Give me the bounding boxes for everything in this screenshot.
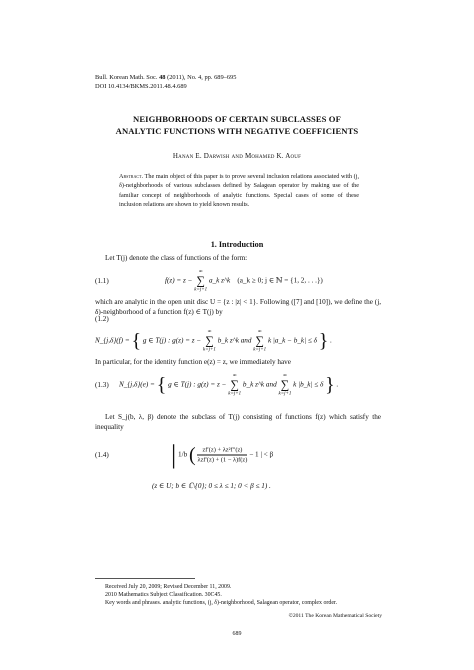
summation xyxy=(194,269,207,294)
footnote-keywords: Key words and phrases. analytic functions, (j, δ)-neighborhood, Salagean operator, complex order. xyxy=(105,600,338,606)
section-heading: 1. Introduction xyxy=(210,240,264,249)
journal-name: Bull. Korean Math. Soc. xyxy=(95,74,158,81)
eq-lhs: f(z) = z − xyxy=(165,276,193,285)
equation-body: N_{j,δ}(e) = { g ∈ T(j) : g(z) = z − ∞ ∑ k=j+1 b_k z^k and ∞ ∑ k=j+1 k |b_k| ≤ δ } . xyxy=(119,373,339,397)
paragraph: In particular, for the identity function e(z) = z, we immediately have xyxy=(95,358,291,366)
sigma-symbol: ∑ xyxy=(280,377,290,392)
equation-1-3 xyxy=(95,368,381,402)
equation-body xyxy=(165,269,323,294)
sum-upper: ∞ xyxy=(207,329,212,335)
sigma-symbol: ∑ xyxy=(205,333,214,348)
sum-lower: k=j+1 xyxy=(203,347,216,353)
sigma-symbol: ∑ xyxy=(255,333,264,348)
sum-lower: k=j+1 xyxy=(194,287,208,293)
numerator: zf′(z) + λz²f″(z) xyxy=(197,446,247,456)
summation xyxy=(278,373,291,398)
left-brace: { xyxy=(156,374,167,396)
page-number: 689 xyxy=(232,631,242,637)
eq-set: g ∈ T(j) : g(z) = z − xyxy=(168,380,227,389)
eq-tail: − 1 | < β xyxy=(249,450,274,459)
fraction xyxy=(197,446,247,465)
sum-lower: k=j+1 xyxy=(228,391,242,397)
abs-bar-left: | xyxy=(171,440,177,469)
sum-lower: k=j+1 xyxy=(278,391,292,397)
eq-mid: b_k z^k and xyxy=(217,336,252,345)
right-brace: } xyxy=(325,374,335,396)
footnote-received: Received July 20, 2009; Revised December 11, 2009. xyxy=(105,584,232,590)
summation xyxy=(228,373,241,398)
authors: Hanan E. Darwish and Mohamed K. Aouf xyxy=(172,152,302,160)
title-line: NEIGHBORHOODS OF CERTAIN SUBCLASSES OF xyxy=(133,114,341,124)
abstract-text: The main object of this paper is to prove several inclusion relations associated with (j, δ)-neighborhoods of various subclasses defined by Salagean operator by making use of the familiar concept of neighborhoods of analytic functions. Special cases of some of these inclusion relations are shown to yield known results. xyxy=(119,173,359,209)
left-paren: ( xyxy=(189,444,196,466)
sigma-symbol: ∑ xyxy=(196,273,205,288)
copyright: ©2011 The Korean Mathematical Society xyxy=(288,613,382,619)
paragraph: Let T(j) denote the class of functions of the form: xyxy=(105,254,248,262)
equation-1-2 xyxy=(95,315,381,353)
equation-condition: (z ∈ U; b ∈ ℂ\{0}; 0 ≤ λ ≤ 1; 0 < β ≤ 1) . xyxy=(152,482,271,490)
left-brace: { xyxy=(131,330,142,352)
eq-set: g ∈ T(j) : g(z) = z − xyxy=(142,336,202,345)
eq-tail: k |b_k| ≤ δ xyxy=(293,380,324,389)
equation-1-1 xyxy=(95,266,381,296)
equation-number: (1.4) xyxy=(95,451,109,459)
journal-volume: 48 xyxy=(159,74,166,81)
eq-condition: (a_k ≥ 0; j ∈ ℕ = {1, 2, . . .}) xyxy=(237,276,323,285)
equation-body: N_{j,δ}(f) = { g ∈ T(j) : g(z) = z − ∞ ∑ k=j+1 b_k z^k and ∞ ∑ k=j+1 k |a_k − b_k| ≤ δ } . xyxy=(95,329,332,353)
eq-tail: k |a_k − b_k| ≤ δ xyxy=(267,336,317,345)
eq-lhs: N_{j,δ}(f) = xyxy=(95,336,130,345)
right-brace: } xyxy=(318,330,329,352)
eq-mid: b_k z^k and xyxy=(242,380,277,389)
sum-lower: k=j+1 xyxy=(253,347,267,353)
title-line: ANALYTIC FUNCTIONS WITH NEGATIVE COEFFICIENTS xyxy=(115,126,359,136)
abstract xyxy=(119,172,359,210)
sum-upper: ∞ xyxy=(198,269,203,275)
footnotes xyxy=(95,583,381,607)
summation xyxy=(203,329,216,354)
sum-upper: ∞ xyxy=(283,373,287,379)
paragraph: which are analytic in the open unit disc U = {z : |z| < 1}. Following ([7] and [10]), we define the (j, δ)-neighborhood of a function f(z) ∈ T(j) by xyxy=(95,298,381,317)
equation-number: (1.3) xyxy=(95,381,109,389)
eq-lhs: N_{j,δ}(e) = xyxy=(119,380,155,389)
equation-1-4 xyxy=(95,432,381,478)
sum-upper: ∞ xyxy=(257,329,262,335)
equation-number: (1.1) xyxy=(95,277,109,285)
footnote-msc: 2010 Mathematics Subject Classification. 30C45. xyxy=(105,592,222,598)
summation xyxy=(253,329,266,354)
footnote-rule xyxy=(95,578,195,579)
sum-upper: ∞ xyxy=(232,373,237,379)
eq-coef: 1/b xyxy=(178,450,188,459)
sigma-symbol: ∑ xyxy=(230,377,239,392)
paper-title xyxy=(60,113,414,137)
journal-issue: (2011), No. 4, pp. 689–695 xyxy=(167,74,237,81)
equation-body xyxy=(171,440,274,469)
paragraph: Let S_j(b, λ, β) denote the subclass of T(j) consisting of functions f(z) which satisfy the inequality xyxy=(95,413,381,432)
eq-term: a_k z^k xyxy=(208,276,231,285)
journal-header xyxy=(95,74,236,91)
denominator: λzf′(z) + (1 − λ)f(z) xyxy=(197,456,248,464)
doi: DOI 10.4134/BKMS.2011.48.4.689 xyxy=(95,82,187,90)
equation-number: (1.2) xyxy=(95,315,109,323)
abstract-label: Abstract. xyxy=(119,173,144,180)
